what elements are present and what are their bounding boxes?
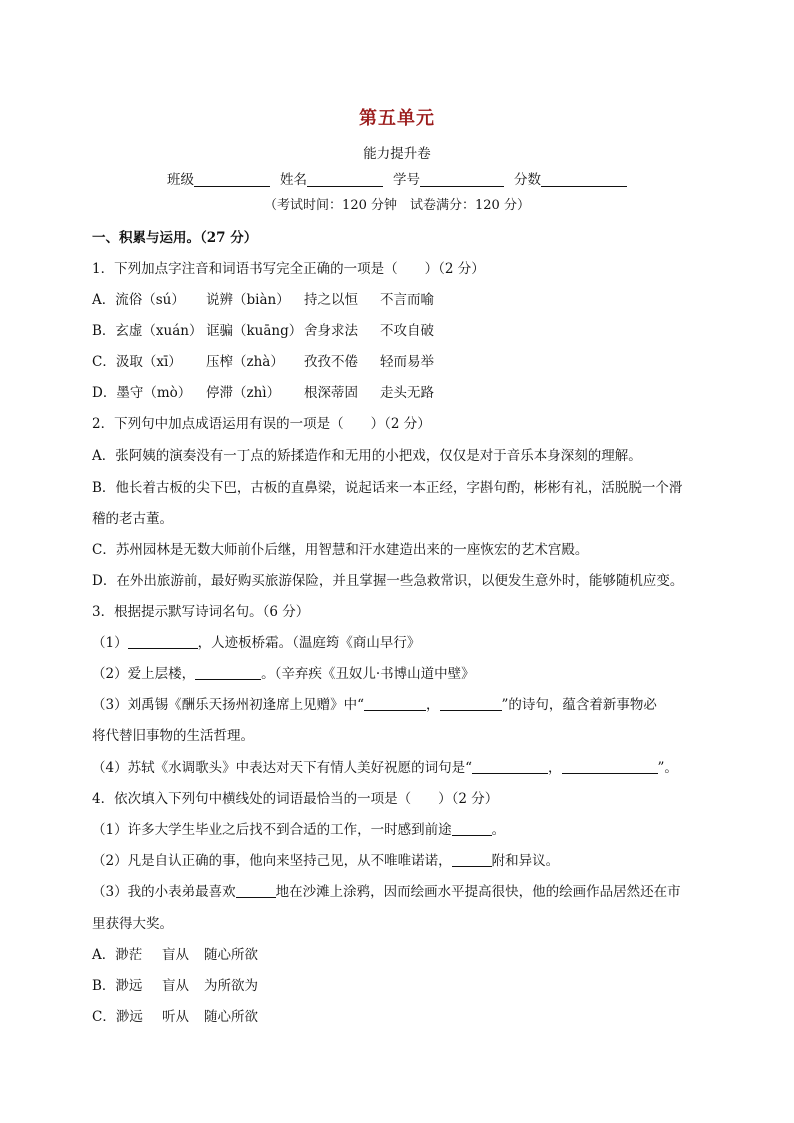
name-label: 姓名 bbox=[280, 172, 307, 188]
option-text: 听从 bbox=[162, 1009, 189, 1025]
question-2-option-b-cont: 稽的老古董。 bbox=[92, 511, 173, 527]
answer-blank[interactable] bbox=[452, 852, 492, 867]
option-text: 诓骗（kuāng） bbox=[206, 323, 303, 339]
item-text: 地在沙滩上涂鸦，因而绘画水平提高很快，他的绘画作品居然还在市 bbox=[275, 884, 681, 900]
option-text: B．渺远 bbox=[92, 978, 143, 994]
item-text: ”的诗句，蕴含着新事物必 bbox=[501, 697, 657, 713]
question-3-item-3 bbox=[92, 693, 712, 713]
option-text: 舍身求法 bbox=[304, 323, 358, 339]
question-2-option-d[interactable]: D．在外出旅游前，最好购买旅游保险，并且掌握一些急救常识，以便发生意外时，能够随机应变。 bbox=[92, 573, 684, 589]
name-blank[interactable] bbox=[307, 171, 383, 187]
item-text: ， bbox=[548, 760, 562, 776]
page-subtitle: 能力提升卷 bbox=[363, 146, 431, 162]
item-text: （2）爱上层楼， bbox=[92, 666, 196, 682]
student-info-row bbox=[0, 168, 794, 188]
question-3-item-3-cont: 将代替旧事物的生活哲理。 bbox=[92, 728, 254, 744]
question-4-option-b[interactable] bbox=[92, 974, 712, 994]
option-text: 盲从 bbox=[162, 947, 189, 963]
option-text: 压榨（zhà） bbox=[206, 354, 284, 370]
question-2-option-b[interactable]: B．他长着古板的尖下巴，古板的直鼻梁，说起话来一本正经，字斟句酌，彬彬有礼，活脱脱一个滑 bbox=[92, 480, 683, 496]
option-text: 不言而喻 bbox=[380, 292, 434, 308]
score-label: 分数 bbox=[514, 172, 541, 188]
option-text: D．墨守（mò） bbox=[92, 385, 192, 401]
id-blank[interactable] bbox=[420, 171, 504, 187]
question-1-option-a[interactable] bbox=[92, 288, 712, 308]
question-4-stem: 4．依次填入下列句中横线处的词语最恰当的一项是（ ）（2 分） bbox=[92, 791, 499, 807]
question-1-option-b[interactable] bbox=[92, 319, 712, 339]
question-1-option-d[interactable] bbox=[92, 381, 712, 401]
option-text: 孜孜不倦 bbox=[304, 354, 358, 370]
item-text: ”。 bbox=[657, 760, 678, 776]
answer-blank[interactable] bbox=[236, 883, 276, 898]
question-2-option-c[interactable]: C．苏州园林是无数大师前仆后继，用智慧和汗水建造出来的一座恢宏的艺术宫殿。 bbox=[92, 542, 589, 558]
answer-blank[interactable] bbox=[440, 696, 502, 711]
option-text: 随心所欲 bbox=[204, 1009, 258, 1025]
option-text: 不攻自破 bbox=[380, 323, 434, 339]
item-text: 附和异议。 bbox=[491, 853, 560, 869]
option-text: A．流俗（sú） bbox=[92, 292, 185, 308]
class-blank[interactable] bbox=[194, 171, 270, 187]
option-text: 说辨（biàn） bbox=[206, 292, 290, 308]
item-text: ，人迹板桥霜。（温庭筠《商山早行》 bbox=[197, 635, 421, 651]
item-text: 。 bbox=[491, 822, 506, 838]
question-4-sentence-1 bbox=[92, 818, 712, 838]
answer-blank[interactable] bbox=[195, 665, 261, 680]
option-text: 停滞（zhì） bbox=[206, 385, 281, 401]
id-label: 学号 bbox=[393, 172, 420, 188]
item-text: 。（辛弃疾《丑奴儿·书博山道中壁》 bbox=[261, 666, 475, 682]
question-3-stem: 3．根据提示默写诗词名句。（6 分） bbox=[92, 604, 310, 620]
option-text: B．玄虚（xuán） bbox=[92, 323, 203, 339]
option-text: C．汲取（xī） bbox=[92, 354, 182, 370]
exam-time-note: （考试时间：120 分钟 试卷满分：120 分） bbox=[264, 198, 530, 213]
question-3-item-2 bbox=[92, 662, 712, 682]
question-1-stem: 1．下列加点字注音和词语书写完全正确的一项是（ ）（2 分） bbox=[92, 261, 485, 277]
question-4-option-a[interactable] bbox=[92, 943, 712, 963]
score-blank[interactable] bbox=[541, 171, 627, 187]
question-1-option-c[interactable] bbox=[92, 350, 712, 370]
item-text: （3）我的小表弟最喜欢 bbox=[92, 884, 236, 900]
question-2-option-a[interactable]: A．张阿姨的演奏没有一丁点的矫揉造作和无用的小把戏，仅仅是对于音乐本身深刻的理解。 bbox=[92, 448, 642, 464]
option-text: 随心所欲 bbox=[204, 947, 258, 963]
item-text: （4）苏轼《水调歌头》中表达对天下有情人美好祝愿的词句是“ bbox=[92, 760, 472, 776]
option-text: 轻而易举 bbox=[380, 354, 434, 370]
option-text: C．渺远 bbox=[92, 1009, 143, 1025]
question-2-stem: 2．下列句中加点成语运用有误的一项是（ ）（2 分） bbox=[92, 416, 431, 432]
answer-blank[interactable] bbox=[472, 759, 548, 774]
question-3-item-4 bbox=[92, 756, 712, 776]
question-4-option-c[interactable] bbox=[92, 1005, 712, 1025]
answer-blank[interactable] bbox=[128, 634, 198, 649]
question-4-sentence-3-cont: 里获得大奖。 bbox=[92, 916, 173, 932]
option-text: 走头无路 bbox=[380, 385, 434, 401]
item-text: （1）许多大学生毕业之后找不到合适的工作，一时感到前途 bbox=[92, 822, 452, 838]
question-4-sentence-2 bbox=[92, 849, 712, 869]
question-4-sentence-3 bbox=[92, 880, 712, 900]
class-label: 班级 bbox=[167, 172, 194, 188]
item-text: （3）刘禹锡《酬乐天扬州初逢席上见赠》中“ bbox=[92, 697, 364, 713]
option-text: 根深蒂固 bbox=[304, 385, 358, 401]
page-title: 第五单元 bbox=[359, 108, 435, 129]
option-text: 盲从 bbox=[162, 978, 189, 994]
answer-blank[interactable] bbox=[452, 821, 492, 836]
item-number: （1） bbox=[92, 635, 128, 651]
answer-blank[interactable] bbox=[562, 759, 658, 774]
item-text: （2）凡是自认正确的事，他向来坚持己见，从不唯唯诺诺， bbox=[92, 853, 452, 869]
option-text: 为所欲为 bbox=[204, 978, 258, 994]
option-text: A．渺茫 bbox=[92, 947, 143, 963]
section-heading: 一、积累与运用。（27 分） bbox=[92, 230, 258, 246]
option-text: 持之以恒 bbox=[304, 292, 358, 308]
question-3-item-1 bbox=[92, 631, 712, 651]
answer-blank[interactable] bbox=[364, 696, 426, 711]
item-text: ， bbox=[426, 697, 440, 713]
